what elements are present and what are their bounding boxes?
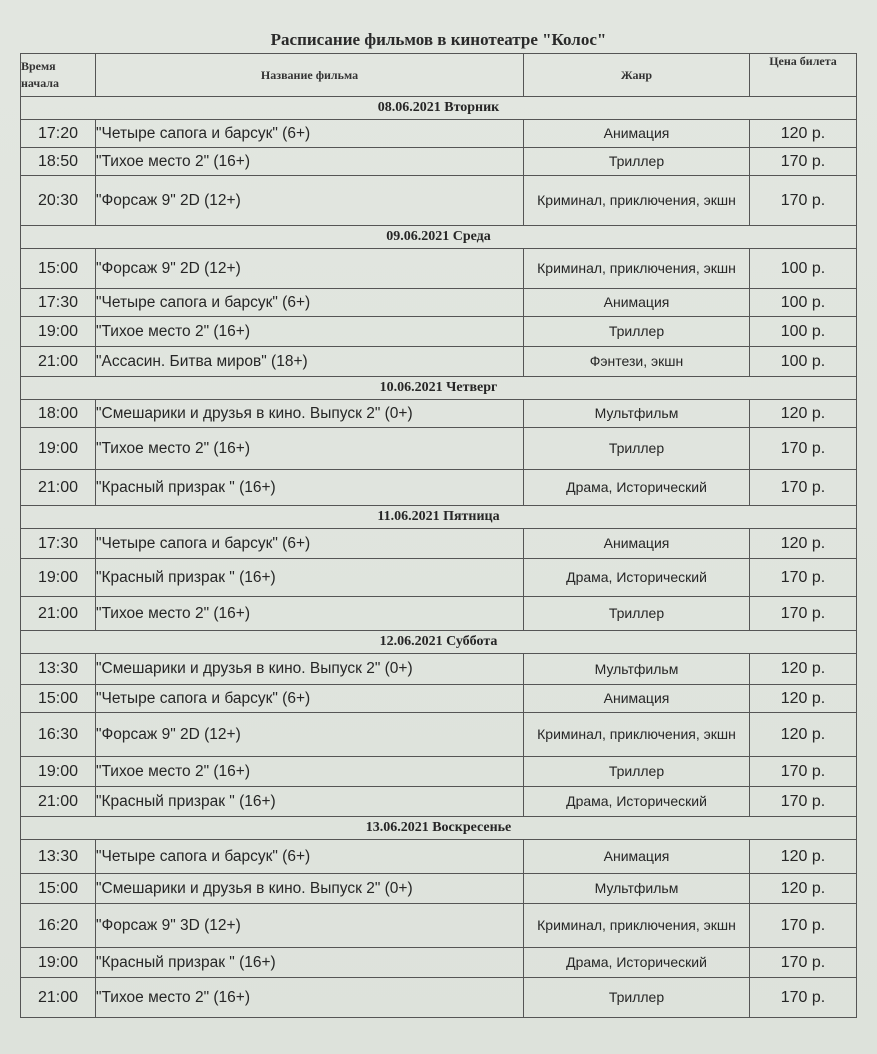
- price-cell: 170 р.: [750, 787, 857, 817]
- showtime-cell: 19:00: [21, 428, 96, 470]
- film-title-cell: "Смешарики и друзья в кино. Выпуск 2" (0+): [96, 654, 524, 685]
- price-cell: 170 р.: [750, 559, 857, 597]
- table-row: [21, 978, 857, 1018]
- price-cell: 100 р.: [750, 317, 857, 347]
- table-row: [21, 654, 857, 685]
- showtime-cell: 15:00: [21, 874, 96, 904]
- showtime-cell: 19:00: [21, 757, 96, 787]
- day-header-row: [21, 226, 857, 249]
- showtime-cell: 13:30: [21, 654, 96, 685]
- day-header-row: [21, 97, 857, 120]
- genre-cell: Драма, Исторический: [524, 787, 750, 817]
- day-label: 11.06.2021 Пятница: [21, 506, 857, 529]
- table-row: [21, 874, 857, 904]
- header-time-line2: начала: [21, 76, 60, 90]
- day-label: 08.06.2021 Вторник: [21, 97, 857, 120]
- film-title-cell: "Смешарики и друзья в кино. Выпуск 2" (0+): [96, 400, 524, 428]
- table-row: [21, 120, 857, 148]
- price-cell: 120 р.: [750, 120, 857, 148]
- genre-cell: Триллер: [524, 597, 750, 631]
- price-cell: 120 р.: [750, 529, 857, 559]
- price-cell: 120 р.: [750, 713, 857, 757]
- showtime-cell: 21:00: [21, 597, 96, 631]
- showtime-cell: 19:00: [21, 317, 96, 347]
- day-header-row: [21, 631, 857, 654]
- day-label: 13.06.2021 Воскресенье: [21, 817, 857, 840]
- genre-cell: Анимация: [524, 289, 750, 317]
- price-cell: 170 р.: [750, 148, 857, 176]
- showtime-cell: 15:00: [21, 685, 96, 713]
- film-title-cell: "Тихое место 2" (16+): [96, 978, 524, 1018]
- film-title-cell: "Четыре сапога и барсук" (6+): [96, 529, 524, 559]
- genre-cell: Криминал, приключения, экшн: [524, 176, 750, 226]
- table-row: [21, 685, 857, 713]
- genre-cell: Триллер: [524, 317, 750, 347]
- header-time-line1: Время: [21, 59, 56, 73]
- film-title-cell: "Четыре сапога и барсук" (6+): [96, 120, 524, 148]
- showtime-cell: 21:00: [21, 347, 96, 377]
- table-row: [21, 757, 857, 787]
- film-title-cell: "Тихое место 2" (16+): [96, 597, 524, 631]
- price-cell: 120 р.: [750, 654, 857, 685]
- showtime-cell: 16:30: [21, 713, 96, 757]
- film-title-cell: "Тихое место 2" (16+): [96, 428, 524, 470]
- film-title-cell: "Тихое место 2" (16+): [96, 757, 524, 787]
- day-label: 10.06.2021 Четверг: [21, 377, 857, 400]
- film-title-cell: "Смешарики и друзья в кино. Выпуск 2" (0+): [96, 874, 524, 904]
- price-cell: 170 р.: [750, 948, 857, 978]
- price-cell: 120 р.: [750, 874, 857, 904]
- table-row: [21, 713, 857, 757]
- table-row: [21, 787, 857, 817]
- price-cell: 170 р.: [750, 904, 857, 948]
- day-header-row: [21, 817, 857, 840]
- film-title-cell: "Красный призрак " (16+): [96, 559, 524, 597]
- schedule-table: [20, 53, 857, 1018]
- film-title-cell: "Тихое место 2" (16+): [96, 317, 524, 347]
- showtime-cell: 16:20: [21, 904, 96, 948]
- page-title: Расписание фильмов в кинотеатре "Колос": [270, 30, 607, 49]
- showtime-cell: 21:00: [21, 787, 96, 817]
- table-row: [21, 176, 857, 226]
- genre-cell: Анимация: [524, 120, 750, 148]
- genre-cell: Мультфильм: [524, 874, 750, 904]
- genre-cell: Драма, Исторический: [524, 948, 750, 978]
- showtime-cell: 19:00: [21, 948, 96, 978]
- film-title-cell: "Форсаж 9" 3D (12+): [96, 904, 524, 948]
- table-row: [21, 948, 857, 978]
- schedule-body: [21, 97, 857, 1018]
- film-title-cell: "Красный призрак " (16+): [96, 470, 524, 506]
- showtime-cell: 21:00: [21, 978, 96, 1018]
- showtime-cell: 17:20: [21, 120, 96, 148]
- table-row: [21, 400, 857, 428]
- showtime-cell: 18:50: [21, 148, 96, 176]
- film-title-cell: "Четыре сапога и барсук" (6+): [96, 289, 524, 317]
- film-title-cell: "Красный призрак " (16+): [96, 787, 524, 817]
- table-row: [21, 904, 857, 948]
- day-label: 12.06.2021 Суббота: [21, 631, 857, 654]
- table-row: [21, 529, 857, 559]
- film-title-cell: "Ассасин. Битва миров" (18+): [96, 347, 524, 377]
- showtime-cell: 21:00: [21, 470, 96, 506]
- film-title-cell: "Четыре сапога и барсук" (6+): [96, 685, 524, 713]
- price-cell: 170 р.: [750, 176, 857, 226]
- price-cell: 120 р.: [750, 400, 857, 428]
- header-row: [21, 54, 857, 97]
- genre-cell: Криминал, приключения, экшн: [524, 249, 750, 289]
- table-row: [21, 347, 857, 377]
- genre-cell: Мультфильм: [524, 400, 750, 428]
- header-genre: Жанр: [524, 54, 750, 97]
- price-cell: 120 р.: [750, 685, 857, 713]
- price-cell: 100 р.: [750, 289, 857, 317]
- showtime-cell: 17:30: [21, 289, 96, 317]
- genre-cell: Драма, Исторический: [524, 559, 750, 597]
- table-row: [21, 148, 857, 176]
- day-header-row: [21, 377, 857, 400]
- header-film: Название фильма: [96, 54, 524, 97]
- film-title-cell: "Тихое место 2" (16+): [96, 148, 524, 176]
- price-cell: 100 р.: [750, 249, 857, 289]
- price-cell: 100 р.: [750, 347, 857, 377]
- showtime-cell: 18:00: [21, 400, 96, 428]
- price-cell: 120 р.: [750, 840, 857, 874]
- showtime-cell: 20:30: [21, 176, 96, 226]
- price-cell: 170 р.: [750, 978, 857, 1018]
- day-label: 09.06.2021 Среда: [21, 226, 857, 249]
- showtime-cell: 19:00: [21, 559, 96, 597]
- film-title-cell: "Форсаж 9" 2D (12+): [96, 249, 524, 289]
- table-row: [21, 597, 857, 631]
- price-cell: 170 р.: [750, 597, 857, 631]
- price-cell: 170 р.: [750, 470, 857, 506]
- genre-cell: Криминал, приключения, экшн: [524, 904, 750, 948]
- showtime-cell: 13:30: [21, 840, 96, 874]
- day-header-row: [21, 506, 857, 529]
- film-title-cell: "Четыре сапога и барсук" (6+): [96, 840, 524, 874]
- header-time: [21, 54, 96, 97]
- film-title-cell: "Форсаж 9" 2D (12+): [96, 176, 524, 226]
- film-title-cell: "Форсаж 9" 2D (12+): [96, 713, 524, 757]
- header-price: Цена билета: [750, 54, 857, 97]
- table-row: [21, 428, 857, 470]
- table-row: [21, 840, 857, 874]
- genre-cell: Триллер: [524, 428, 750, 470]
- showtime-cell: 15:00: [21, 249, 96, 289]
- price-cell: 170 р.: [750, 757, 857, 787]
- table-row: [21, 470, 857, 506]
- price-cell: 170 р.: [750, 428, 857, 470]
- genre-cell: Мультфильм: [524, 654, 750, 685]
- genre-cell: Криминал, приключения, экшн: [524, 713, 750, 757]
- genre-cell: Анимация: [524, 529, 750, 559]
- genre-cell: Триллер: [524, 757, 750, 787]
- genre-cell: Триллер: [524, 148, 750, 176]
- genre-cell: Фэнтези, экшн: [524, 347, 750, 377]
- genre-cell: Драма, Исторический: [524, 470, 750, 506]
- genre-cell: Анимация: [524, 685, 750, 713]
- table-row: [21, 249, 857, 289]
- table-row: [21, 289, 857, 317]
- genre-cell: Анимация: [524, 840, 750, 874]
- table-row: [21, 559, 857, 597]
- table-row: [21, 317, 857, 347]
- film-title-cell: "Красный призрак " (16+): [96, 948, 524, 978]
- genre-cell: Триллер: [524, 978, 750, 1018]
- showtime-cell: 17:30: [21, 529, 96, 559]
